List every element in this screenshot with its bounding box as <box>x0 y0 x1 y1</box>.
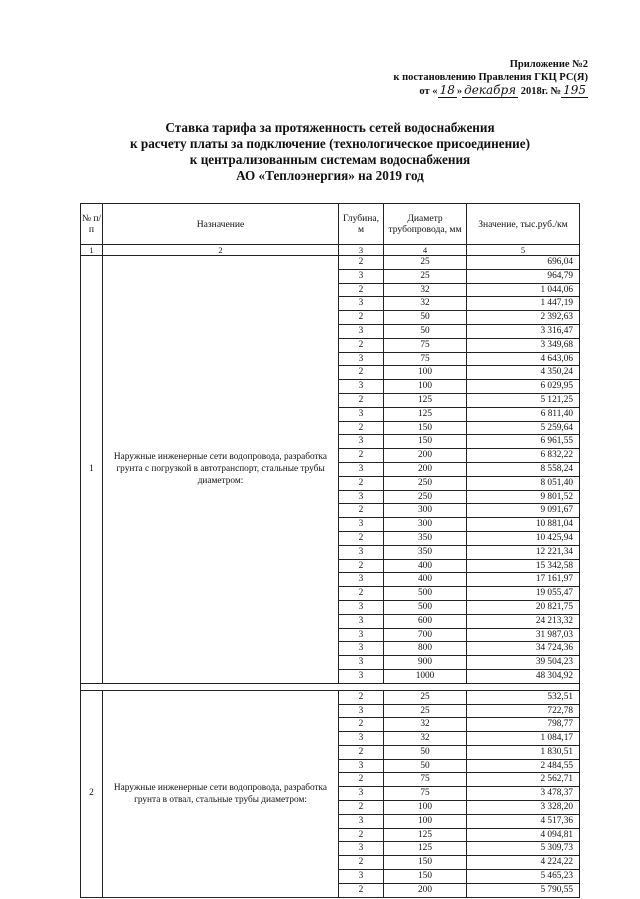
depth-cell: 2 <box>339 883 384 897</box>
depth-cell: 3 <box>339 269 384 283</box>
depth-cell: 3 <box>339 642 384 656</box>
diameter-cell: 100 <box>384 380 467 394</box>
value-cell: 1 447,19 <box>467 297 580 311</box>
diameter-cell: 25 <box>384 704 467 718</box>
value-cell: 4 224,22 <box>467 856 580 870</box>
appendix-resolution: к постановлению Правления ГКЦ РС(Я) <box>393 72 588 83</box>
diameter-cell: 25 <box>384 269 467 283</box>
diameter-cell: 125 <box>384 828 467 842</box>
depth-cell: 2 <box>339 504 384 518</box>
depth-cell: 2 <box>339 587 384 601</box>
value-cell: 696,04 <box>467 256 580 270</box>
diameter-cell: 125 <box>384 393 467 407</box>
colnum: 2 <box>103 245 339 256</box>
header-diameter: Диаметр трубопровода, мм <box>384 204 467 245</box>
value-cell: 17 161,97 <box>467 573 580 587</box>
depth-cell: 2 <box>339 745 384 759</box>
diameter-cell: 300 <box>384 518 467 532</box>
depth-cell: 2 <box>339 718 384 732</box>
tariff-table <box>80 203 580 898</box>
diameter-cell: 32 <box>384 732 467 746</box>
title-line-2: к расчету платы за подключение (технологическое присоединение) <box>129 136 531 151</box>
value-cell: 5 259,64 <box>467 421 580 435</box>
value-cell: 1 044,06 <box>467 283 580 297</box>
diameter-cell: 100 <box>384 814 467 828</box>
diameter-cell: 400 <box>384 573 467 587</box>
diameter-cell: 25 <box>384 690 467 704</box>
value-cell: 6 029,95 <box>467 380 580 394</box>
value-cell: 798,77 <box>467 718 580 732</box>
depth-cell: 3 <box>339 462 384 476</box>
header-value: Значение, тыс.руб./км <box>467 204 580 245</box>
diameter-cell: 50 <box>384 745 467 759</box>
depth-cell: 2 <box>339 856 384 870</box>
value-cell: 3 316,47 <box>467 324 580 338</box>
depth-cell: 3 <box>339 759 384 773</box>
colnum: 1 <box>81 245 103 256</box>
diameter-cell: 200 <box>384 449 467 463</box>
colnum: 5 <box>467 245 580 256</box>
depth-cell: 2 <box>339 256 384 270</box>
date-day: 18 <box>439 83 455 97</box>
header-depth: Глубина, м <box>339 204 384 245</box>
group-description: Наружные инженерные сети водопровода, разработка грунта в отвал, стальные трубы диаметром: <box>103 690 339 897</box>
depth-cell: 3 <box>339 324 384 338</box>
diameter-cell: 25 <box>384 256 467 270</box>
value-cell: 24 213,32 <box>467 614 580 628</box>
value-cell: 9 091,67 <box>467 504 580 518</box>
header-num: № п/п <box>81 204 103 245</box>
diameter-cell: 150 <box>384 870 467 884</box>
depth-cell: 2 <box>339 828 384 842</box>
depth-cell: 3 <box>339 656 384 670</box>
depth-cell: 2 <box>339 773 384 787</box>
diameter-cell: 900 <box>384 656 467 670</box>
depth-cell: 2 <box>339 449 384 463</box>
separator-cell <box>103 683 339 690</box>
diameter-cell: 150 <box>384 856 467 870</box>
diameter-cell: 500 <box>384 587 467 601</box>
value-cell: 6 811,40 <box>467 407 580 421</box>
document-title <box>60 120 600 184</box>
diameter-cell: 50 <box>384 324 467 338</box>
value-cell: 9 801,52 <box>467 490 580 504</box>
value-cell: 4 350,24 <box>467 366 580 380</box>
appendix-header <box>393 58 588 98</box>
depth-cell: 2 <box>339 338 384 352</box>
depth-cell: 3 <box>339 704 384 718</box>
value-cell: 3 328,20 <box>467 801 580 815</box>
depth-cell: 3 <box>339 628 384 642</box>
diameter-cell: 100 <box>384 801 467 815</box>
value-cell: 5 790,55 <box>467 883 580 897</box>
diameter-cell: 600 <box>384 614 467 628</box>
depth-cell: 3 <box>339 352 384 366</box>
value-cell: 964,79 <box>467 269 580 283</box>
value-cell: 34 724,36 <box>467 642 580 656</box>
colnum: 3 <box>339 245 384 256</box>
diameter-cell: 250 <box>384 490 467 504</box>
diameter-cell: 125 <box>384 842 467 856</box>
depth-cell: 3 <box>339 614 384 628</box>
value-cell: 3 349,68 <box>467 338 580 352</box>
date-month: декабря <box>464 83 517 97</box>
header-name: Назначение <box>103 204 339 245</box>
diameter-cell: 32 <box>384 718 467 732</box>
separator-cell <box>81 683 103 690</box>
table-header-row <box>81 204 580 245</box>
diameter-cell: 500 <box>384 600 467 614</box>
group-separator <box>81 683 580 690</box>
value-cell: 15 342,58 <box>467 559 580 573</box>
value-cell: 5 465,23 <box>467 870 580 884</box>
value-cell: 4 094,81 <box>467 828 580 842</box>
value-cell: 20 821,75 <box>467 600 580 614</box>
diameter-cell: 800 <box>384 642 467 656</box>
depth-cell: 2 <box>339 393 384 407</box>
diameter-cell: 400 <box>384 559 467 573</box>
value-cell: 532,51 <box>467 690 580 704</box>
value-cell: 4 517,36 <box>467 814 580 828</box>
value-cell: 3 478,37 <box>467 787 580 801</box>
depth-cell: 2 <box>339 690 384 704</box>
diameter-cell: 100 <box>384 366 467 380</box>
depth-cell: 3 <box>339 732 384 746</box>
title-line-1: Ставка тарифа за протяженность сетей водоснабжения <box>165 120 495 135</box>
depth-cell: 3 <box>339 573 384 587</box>
depth-cell: 2 <box>339 283 384 297</box>
value-cell: 4 643,06 <box>467 352 580 366</box>
value-cell: 39 504,23 <box>467 656 580 670</box>
value-cell: 8 558,24 <box>467 462 580 476</box>
diameter-cell: 75 <box>384 352 467 366</box>
diameter-cell: 200 <box>384 462 467 476</box>
depth-cell: 2 <box>339 559 384 573</box>
diameter-cell: 75 <box>384 773 467 787</box>
value-cell: 12 221,34 <box>467 545 580 559</box>
value-cell: 5 121,25 <box>467 393 580 407</box>
value-cell: 6 832,22 <box>467 449 580 463</box>
column-numbers-row <box>81 245 580 256</box>
depth-cell: 3 <box>339 518 384 532</box>
table-body <box>81 245 580 898</box>
diameter-cell: 200 <box>384 883 467 897</box>
value-cell: 6 961,55 <box>467 435 580 449</box>
appendix-date-line <box>393 84 588 98</box>
depth-cell: 3 <box>339 669 384 683</box>
separator-cell <box>339 683 384 690</box>
date-prefix: от « <box>419 86 438 97</box>
value-cell: 48 304,92 <box>467 669 580 683</box>
depth-cell: 3 <box>339 600 384 614</box>
diameter-cell: 50 <box>384 311 467 325</box>
depth-cell: 3 <box>339 297 384 311</box>
group-description: Наружные инженерные сети водопровода, разработка грунта с погрузкой в автотранспорт, стальные трубы диаметром: <box>103 256 339 684</box>
value-cell: 5 309,73 <box>467 842 580 856</box>
diameter-cell: 150 <box>384 421 467 435</box>
depth-cell: 2 <box>339 801 384 815</box>
depth-cell: 2 <box>339 531 384 545</box>
depth-cell: 3 <box>339 870 384 884</box>
diameter-cell: 250 <box>384 476 467 490</box>
diameter-cell: 700 <box>384 628 467 642</box>
value-cell: 10 425,94 <box>467 531 580 545</box>
date-year: 2018г. № <box>520 86 562 97</box>
diameter-cell: 350 <box>384 531 467 545</box>
table-row <box>81 256 580 270</box>
value-cell: 722,78 <box>467 704 580 718</box>
diameter-cell: 75 <box>384 787 467 801</box>
value-cell: 2 392,63 <box>467 311 580 325</box>
diameter-cell: 350 <box>384 545 467 559</box>
date-mid: » <box>456 86 463 97</box>
depth-cell: 2 <box>339 476 384 490</box>
diameter-cell: 125 <box>384 407 467 421</box>
value-cell: 31 987,03 <box>467 628 580 642</box>
diameter-cell: 32 <box>384 283 467 297</box>
depth-cell: 2 <box>339 366 384 380</box>
value-cell: 10 881,04 <box>467 518 580 532</box>
appendix-title: Приложение №2 <box>509 59 588 70</box>
diameter-cell: 50 <box>384 759 467 773</box>
diameter-cell: 75 <box>384 338 467 352</box>
diameter-cell: 150 <box>384 435 467 449</box>
group-number: 2 <box>81 690 103 897</box>
date-number: 195 <box>563 83 586 97</box>
value-cell: 19 055,47 <box>467 587 580 601</box>
title-line-4: АО «Теплоэнергия» на 2019 год <box>236 168 424 183</box>
depth-cell: 2 <box>339 421 384 435</box>
diameter-cell: 32 <box>384 297 467 311</box>
value-cell: 2 484,55 <box>467 759 580 773</box>
group-number: 1 <box>81 256 103 684</box>
depth-cell: 3 <box>339 490 384 504</box>
depth-cell: 3 <box>339 435 384 449</box>
depth-cell: 2 <box>339 311 384 325</box>
value-cell: 2 562,71 <box>467 773 580 787</box>
depth-cell: 3 <box>339 787 384 801</box>
depth-cell: 3 <box>339 380 384 394</box>
table-row <box>81 690 580 704</box>
depth-cell: 3 <box>339 842 384 856</box>
depth-cell: 3 <box>339 407 384 421</box>
separator-cell <box>384 683 467 690</box>
separator-cell <box>467 683 580 690</box>
depth-cell: 3 <box>339 545 384 559</box>
colnum: 4 <box>384 245 467 256</box>
title-line-3: к централизованным системам водоснабжения <box>189 152 471 167</box>
diameter-cell: 1000 <box>384 669 467 683</box>
value-cell: 1 830,51 <box>467 745 580 759</box>
value-cell: 8 051,40 <box>467 476 580 490</box>
depth-cell: 3 <box>339 814 384 828</box>
diameter-cell: 300 <box>384 504 467 518</box>
value-cell: 1 084,17 <box>467 732 580 746</box>
